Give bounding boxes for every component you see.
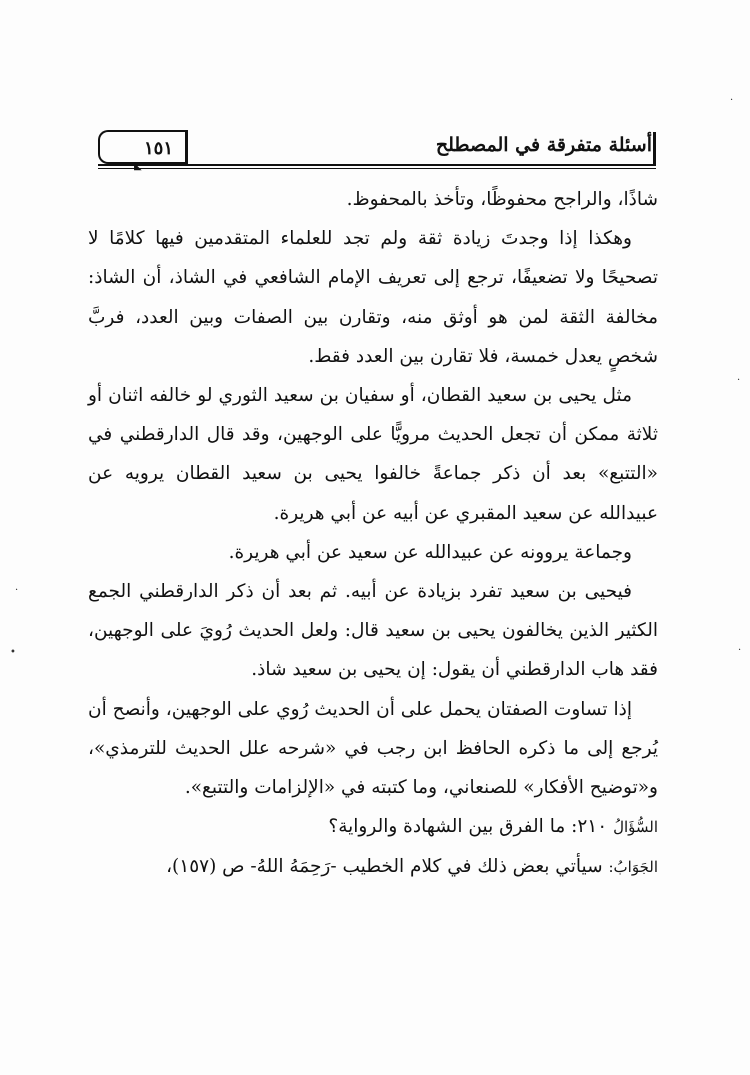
paragraph-6: إذا تساوت الصفتان يحمل على أن الحديث رُوي على الوجهين، وأنصح أن يُرجع إلى ما ذكره الحافظ ابن رجب في «شرحه علل الحديث للترمذي»، و«توضيح الأفكار» للصنعاني، وما كتبته في «الإلزامات والتتبع». xyxy=(88,698,658,799)
question-paragraph xyxy=(88,807,658,847)
paragraph-5: فيحيى بن سعيد تفرد بزيادة عن أبيه. ثم بعد أن ذكر الدارقطني الجمع الكثير الذين يخالفون يحيى بن سعيد قال: ولعل الحديث رُويَ على الوجهين، فقد هاب الدارقطني أن يقول: إن يحيى بن سعيد شاذ. xyxy=(88,581,658,681)
answer-paragraph xyxy=(88,847,658,887)
page-number-box xyxy=(98,130,186,172)
scan-speck: · xyxy=(737,375,741,386)
question-text: ٢١٠: ما الفرق بين الشهادة والرواية؟ xyxy=(328,816,608,838)
header-rule-thin xyxy=(98,168,656,169)
paragraph-4: وجماعة يروونه عن عبيدالله عن سعيد عن أبي هريرة. xyxy=(228,541,632,563)
scan-speck: • xyxy=(10,647,16,658)
scan-speck: · xyxy=(15,585,19,596)
paragraph-2: وهكذا إذا وجدتَ زيادة ثقة ولم تجد للعلماء المتقدمين فيها كلامًا لا تصحيحًا ولا تضعيفًا، ترجع إلى تعريف الإمام الشافعي في الشاذ، أن الشاذ: مخالفة الثقة لمن هو أوثق منه، وتقارن بين الصفات وبين العدد، فربَّ شخصٍ يعدل خمسة، فلا تقارن بين العدد فقط. xyxy=(88,228,658,367)
corner-ornament-icon: ◣ xyxy=(134,161,142,172)
page-number-separator xyxy=(185,130,188,166)
running-title: أسئلة متفرقة في المصطلح xyxy=(435,134,652,156)
page-header xyxy=(98,130,656,172)
question-label: السُّؤَالُ xyxy=(613,818,658,837)
scan-speck: · xyxy=(730,95,734,106)
scan-speck: · xyxy=(738,645,742,656)
header-right-bar xyxy=(653,132,656,166)
paragraph-1: شاذًا، والراجح محفوظًا، وتأخذ بالمحفوظ. xyxy=(346,189,658,210)
paragraph-3: مثل يحيى بن سعيد القطان، أو سفيان بن سعيد الثوري لو خالفه اثنان أو ثلاثة ممكن أن تجعل الحديث مرويًّا على الوجهين، وقد قال الدارقطني في «التتبع» بعد أن ذكر جماعةً خالفوا يحيى بن سعيد القطان يرويه عن عبيدالله عن سعيد المقبري عن أبيه عن أبي هريرة. xyxy=(88,385,658,524)
page-body xyxy=(88,180,658,888)
page-number: ١٥١ xyxy=(144,138,174,159)
header-rule xyxy=(98,164,656,166)
answer-text: سيأتي بعض ذلك في كلام الخطيب -رَحِمَهُ اللهُ- ص (١٥٧)، xyxy=(166,856,603,878)
answer-label: الجَوَابُ: xyxy=(608,858,658,877)
